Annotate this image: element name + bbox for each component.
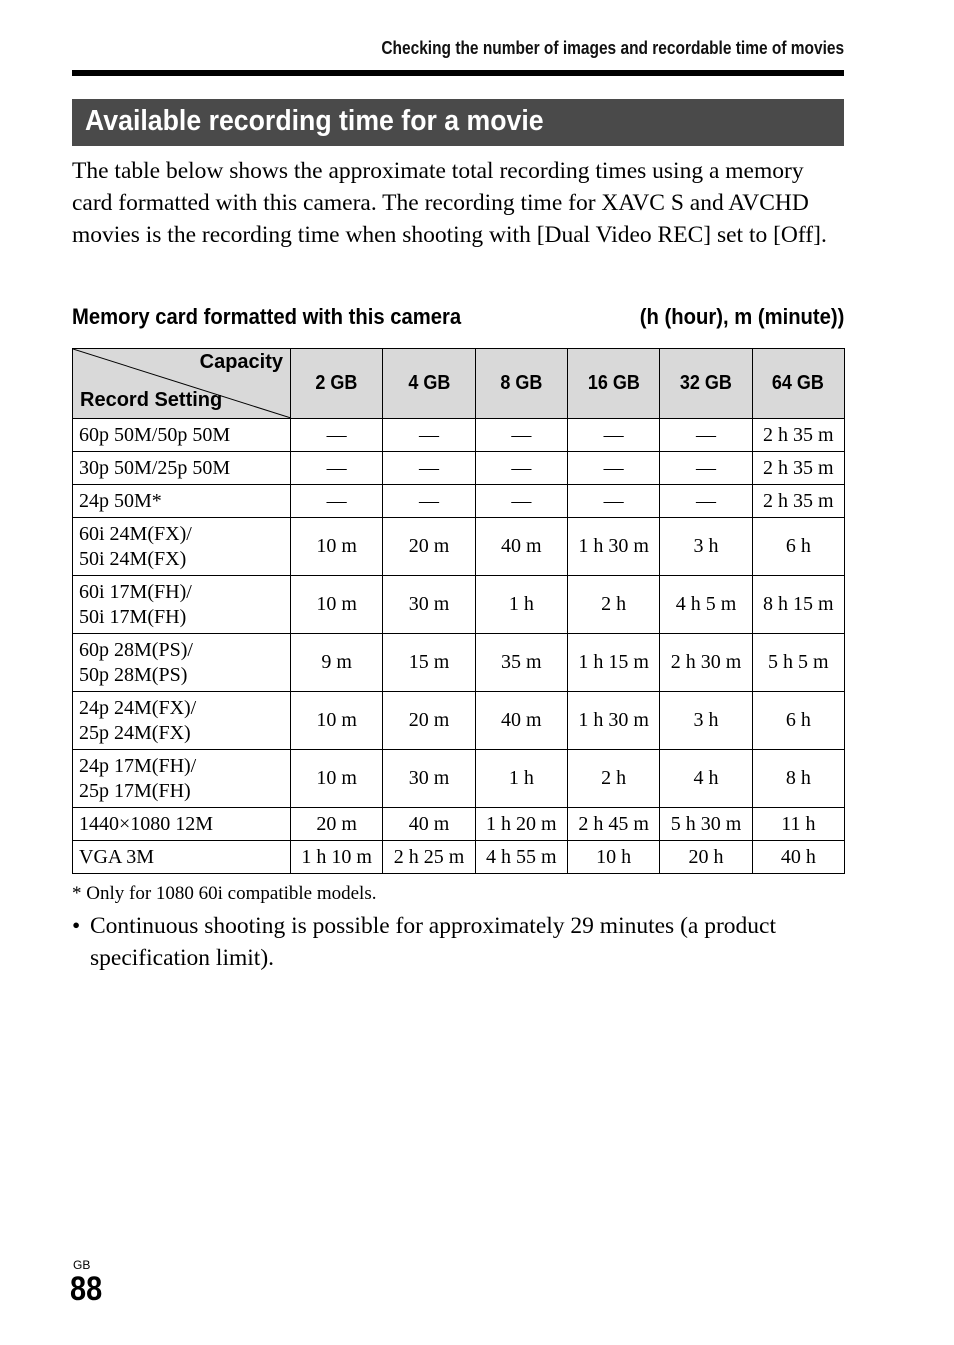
bullet-note <box>72 910 844 974</box>
recording-time-cell: 30 m <box>383 576 475 634</box>
record-setting-cell <box>73 518 291 576</box>
recording-time-cell: 1 h <box>475 750 567 808</box>
recording-time-cell: 20 m <box>383 518 475 576</box>
recording-time-cell: 1 h 20 m <box>475 808 567 841</box>
table-row <box>73 419 845 452</box>
recording-time-cell: 5 h 5 m <box>752 634 844 692</box>
header-rule <box>72 70 844 76</box>
record-setting-line: 50p 28M(PS) <box>79 663 188 686</box>
recording-time-cell: 2 h <box>567 576 659 634</box>
recording-time-cell: 2 h 35 m <box>752 419 844 452</box>
record-setting-cell <box>73 808 291 841</box>
recording-time-cell: 10 m <box>291 576 383 634</box>
record-setting-label: Record Setting <box>80 389 223 411</box>
recording-time-cell: — <box>567 419 659 452</box>
record-setting-line: 50i 24M(FX) <box>79 547 187 570</box>
record-setting-line: 1440×1080 12M <box>79 812 214 835</box>
table-row <box>73 576 845 634</box>
recording-time-cell: 9 m <box>291 634 383 692</box>
recording-time-cell: — <box>475 452 567 485</box>
record-setting-cell <box>73 576 291 634</box>
recording-time-cell: 1 h 10 m <box>291 841 383 874</box>
recording-time-cell: 4 h <box>660 750 752 808</box>
recording-time-table <box>72 348 845 874</box>
recording-time-cell: 11 h <box>752 808 844 841</box>
recording-time-cell: — <box>475 419 567 452</box>
recording-time-cell: — <box>660 452 752 485</box>
table-units-note: (h (hour), m (minute)) <box>639 304 844 329</box>
table-row <box>73 692 845 750</box>
record-setting-line: 24p 17M(FH)/ <box>79 754 197 777</box>
recording-time-cell: 1 h 15 m <box>567 634 659 692</box>
recording-time-cell: 30 m <box>383 750 475 808</box>
recording-time-cell: 10 h <box>567 841 659 874</box>
recording-time-cell: — <box>383 485 475 518</box>
recording-time-cell: 4 h 55 m <box>475 841 567 874</box>
recording-time-cell: 20 m <box>291 808 383 841</box>
intro-paragraph: The table below shows the approximate total recording times using a memory card formatted with this camera. The recording time for XAVC S and AVCHD movies is the recording time when shooting with [Dual Video REC] set to [Off]. <box>72 158 827 248</box>
record-setting-cell <box>73 750 291 808</box>
table-row <box>73 634 845 692</box>
recording-time-cell: 20 m <box>383 692 475 750</box>
record-setting-line: 24p 50M* <box>79 489 162 512</box>
footnote: * Only for 1080 60i compatible models. <box>72 883 377 904</box>
record-setting-cell <box>73 634 291 692</box>
recording-time-cell: 2 h 35 m <box>752 485 844 518</box>
table-caption: Memory card formatted with this camera <box>72 304 462 329</box>
table-row <box>73 808 845 841</box>
recording-time-cell: 15 m <box>383 634 475 692</box>
bullet-text: Continuous shooting is possible for approximately 29 minutes (a product specification limit). <box>90 913 776 971</box>
recording-time-cell: — <box>660 419 752 452</box>
recording-time-cell: 2 h 45 m <box>567 808 659 841</box>
recording-time-cell: 6 h <box>752 692 844 750</box>
record-setting-line: VGA 3M <box>79 845 155 868</box>
recording-time-cell: 2 h <box>567 750 659 808</box>
table-row <box>73 841 845 874</box>
recording-time-cell: 8 h 15 m <box>752 576 844 634</box>
recording-time-cell: — <box>383 419 475 452</box>
recording-time-cell: 5 h 30 m <box>660 808 752 841</box>
column-header: 8 GB <box>475 349 567 419</box>
record-setting-line: 60p 28M(PS)/ <box>79 638 193 661</box>
recording-time-cell: — <box>291 419 383 452</box>
capacity-label: Capacity <box>199 351 283 373</box>
record-setting-line: 60p 50M/50p 50M <box>79 423 231 446</box>
column-header: 2 GB <box>291 349 383 419</box>
table-row <box>73 750 845 808</box>
recording-time-cell: 40 m <box>475 518 567 576</box>
recording-time-cell: 2 h 35 m <box>752 452 844 485</box>
record-setting-cell <box>73 419 291 452</box>
section-title: Available recording time for a movie <box>85 105 544 137</box>
recording-time-cell: 6 h <box>752 518 844 576</box>
record-setting-cell <box>73 485 291 518</box>
running-header: Checking the number of images and recordable time of movies <box>381 38 844 58</box>
recording-time-cell: 40 m <box>383 808 475 841</box>
recording-time-cell: 10 m <box>291 692 383 750</box>
recording-time-cell: 4 h 5 m <box>660 576 752 634</box>
recording-time-cell: — <box>567 485 659 518</box>
recording-time-cell: 2 h 25 m <box>383 841 475 874</box>
column-header: 64 GB <box>752 349 844 419</box>
table-row <box>73 518 845 576</box>
record-setting-cell <box>73 841 291 874</box>
recording-time-cell: 40 h <box>752 841 844 874</box>
recording-time-cell: — <box>383 452 475 485</box>
record-setting-line: 50i 17M(FH) <box>79 605 187 628</box>
section-banner <box>72 99 844 146</box>
recording-time-cell: 35 m <box>475 634 567 692</box>
recording-time-cell: — <box>660 485 752 518</box>
corner-header-cell <box>73 349 291 419</box>
recording-time-cell: — <box>475 485 567 518</box>
table-row <box>73 452 845 485</box>
recording-time-cell: 2 h 30 m <box>660 634 752 692</box>
recording-time-cell: — <box>567 452 659 485</box>
recording-time-cell: 1 h 30 m <box>567 692 659 750</box>
table-row <box>73 485 845 518</box>
record-setting-line: 30p 50M/25p 50M <box>79 456 231 479</box>
record-setting-line: 60i 24M(FX)/ <box>79 522 192 545</box>
record-setting-cell <box>73 452 291 485</box>
recording-time-cell: — <box>291 485 383 518</box>
record-setting-line: 60i 17M(FH)/ <box>79 580 192 603</box>
record-setting-line: 24p 24M(FX)/ <box>79 696 197 719</box>
column-header: 16 GB <box>567 349 659 419</box>
record-setting-cell <box>73 692 291 750</box>
record-setting-line: 25p 17M(FH) <box>79 779 191 802</box>
recording-time-cell: 3 h <box>660 518 752 576</box>
recording-time-cell: 3 h <box>660 692 752 750</box>
page-number: 88 <box>70 1270 103 1308</box>
recording-time-cell: — <box>291 452 383 485</box>
column-header: 32 GB <box>660 349 752 419</box>
recording-time-cell: 1 h 30 m <box>567 518 659 576</box>
recording-time-cell: 1 h <box>475 576 567 634</box>
recording-time-cell: 8 h <box>752 750 844 808</box>
recording-time-cell: 10 m <box>291 750 383 808</box>
recording-time-cell: 20 h <box>660 841 752 874</box>
page-language-code: GB <box>73 1258 91 1272</box>
recording-time-cell: 40 m <box>475 692 567 750</box>
recording-time-cell: 10 m <box>291 518 383 576</box>
column-header: 4 GB <box>383 349 475 419</box>
bullet-marker: • <box>72 913 81 939</box>
record-setting-line: 25p 24M(FX) <box>79 721 191 744</box>
table-header-row <box>73 349 845 419</box>
